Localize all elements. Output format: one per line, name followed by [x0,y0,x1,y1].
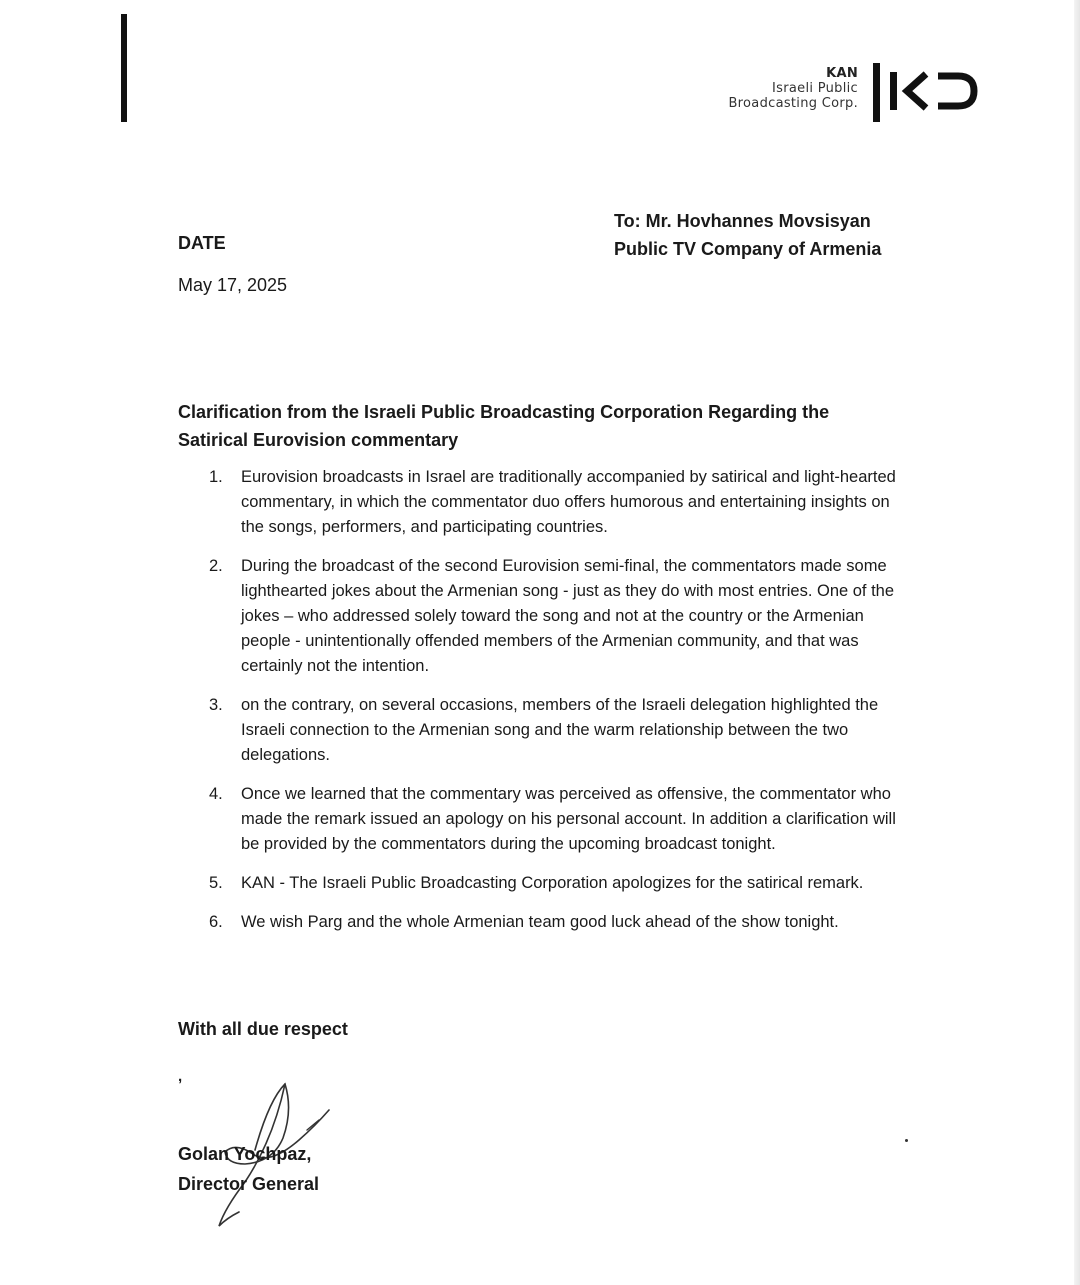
list-item [206,693,906,768]
org-name-line1: Israeli Public [772,81,858,96]
list-item-number: 4. [209,785,223,803]
list-item-number: 5. [209,874,223,892]
kan-logo-icon [890,70,982,112]
list-item [206,871,906,896]
list-item-text: KAN - The Israeli Public Broadcasting Corporation apologizes for the satirical remark. [241,874,864,892]
subject-heading: Clarification from the Israeli Public Broadcasting Corporation Regarding the Satirical Eurovision commentary [178,402,830,450]
letterhead [700,60,1000,126]
list-item-number: 3. [209,696,223,714]
list-item-number: 1. [209,468,223,486]
list-item-number: 2. [209,557,223,575]
org-short-name: KAN [826,66,858,81]
list-item-text: Eurovision broadcasts in Israel are traditionally accompanied by satirical and light-hearted commentary, in which the commentator duo offers humorous and entertaining insights on the songs, performers, and participating countries. [241,468,896,536]
recipient-organization: Public TV Company of Armenia [614,239,882,259]
list-item-number: 6. [209,913,223,931]
clarification-points-list [206,465,906,935]
scan-margin-bar [121,14,127,122]
signer-title: Director General [178,1174,320,1194]
org-name-line2: Broadcasting Corp. [728,96,858,111]
logo-divider-bar [873,63,880,122]
recipient-block [614,207,881,263]
list-item [206,782,906,857]
stray-comma-mark: , [178,1068,183,1085]
list-item-text: During the broadcast of the second Eurovision semi-final, the commentators made some lighthearted jokes about the Armenian song - just as they do with most entries. One of the jokes – who addressed solely toward the song and not at the country or the Armenian people - unintentionally offended members of the Armenian community, and that was certainly not the intention. [241,557,895,675]
closing-phrase: With all due respect [178,1019,348,1039]
recipient-name: To: Mr. Hovhannes Movsisyan [614,211,871,231]
list-item-text: on the contrary, on several occasions, members of the Israeli delegation highlighted the Israeli connection to the Armenian song and the warm relationship between the two delegations. [241,696,879,764]
list-item-text: Once we learned that the commentary was perceived as offensive, the commentator who made the remark issued an apology on his personal account. In addition a clarification will be provided by the commentators during the upcoming broadcast tonight. [241,785,896,853]
list-item [206,554,906,679]
letterhead-text [728,66,858,111]
list-item-text: We wish Parg and the whole Armenian team good luck ahead of the show tonight. [241,913,839,931]
signer-name: Golan Yochpaz, [178,1144,312,1164]
signer-block [178,1139,319,1199]
date-value: May 17, 2025 [178,275,288,295]
page-edge-shadow [1074,0,1080,1285]
date-label: DATE [178,233,226,253]
list-item [206,910,906,935]
list-item [206,465,906,540]
stray-dot-mark [905,1139,908,1142]
